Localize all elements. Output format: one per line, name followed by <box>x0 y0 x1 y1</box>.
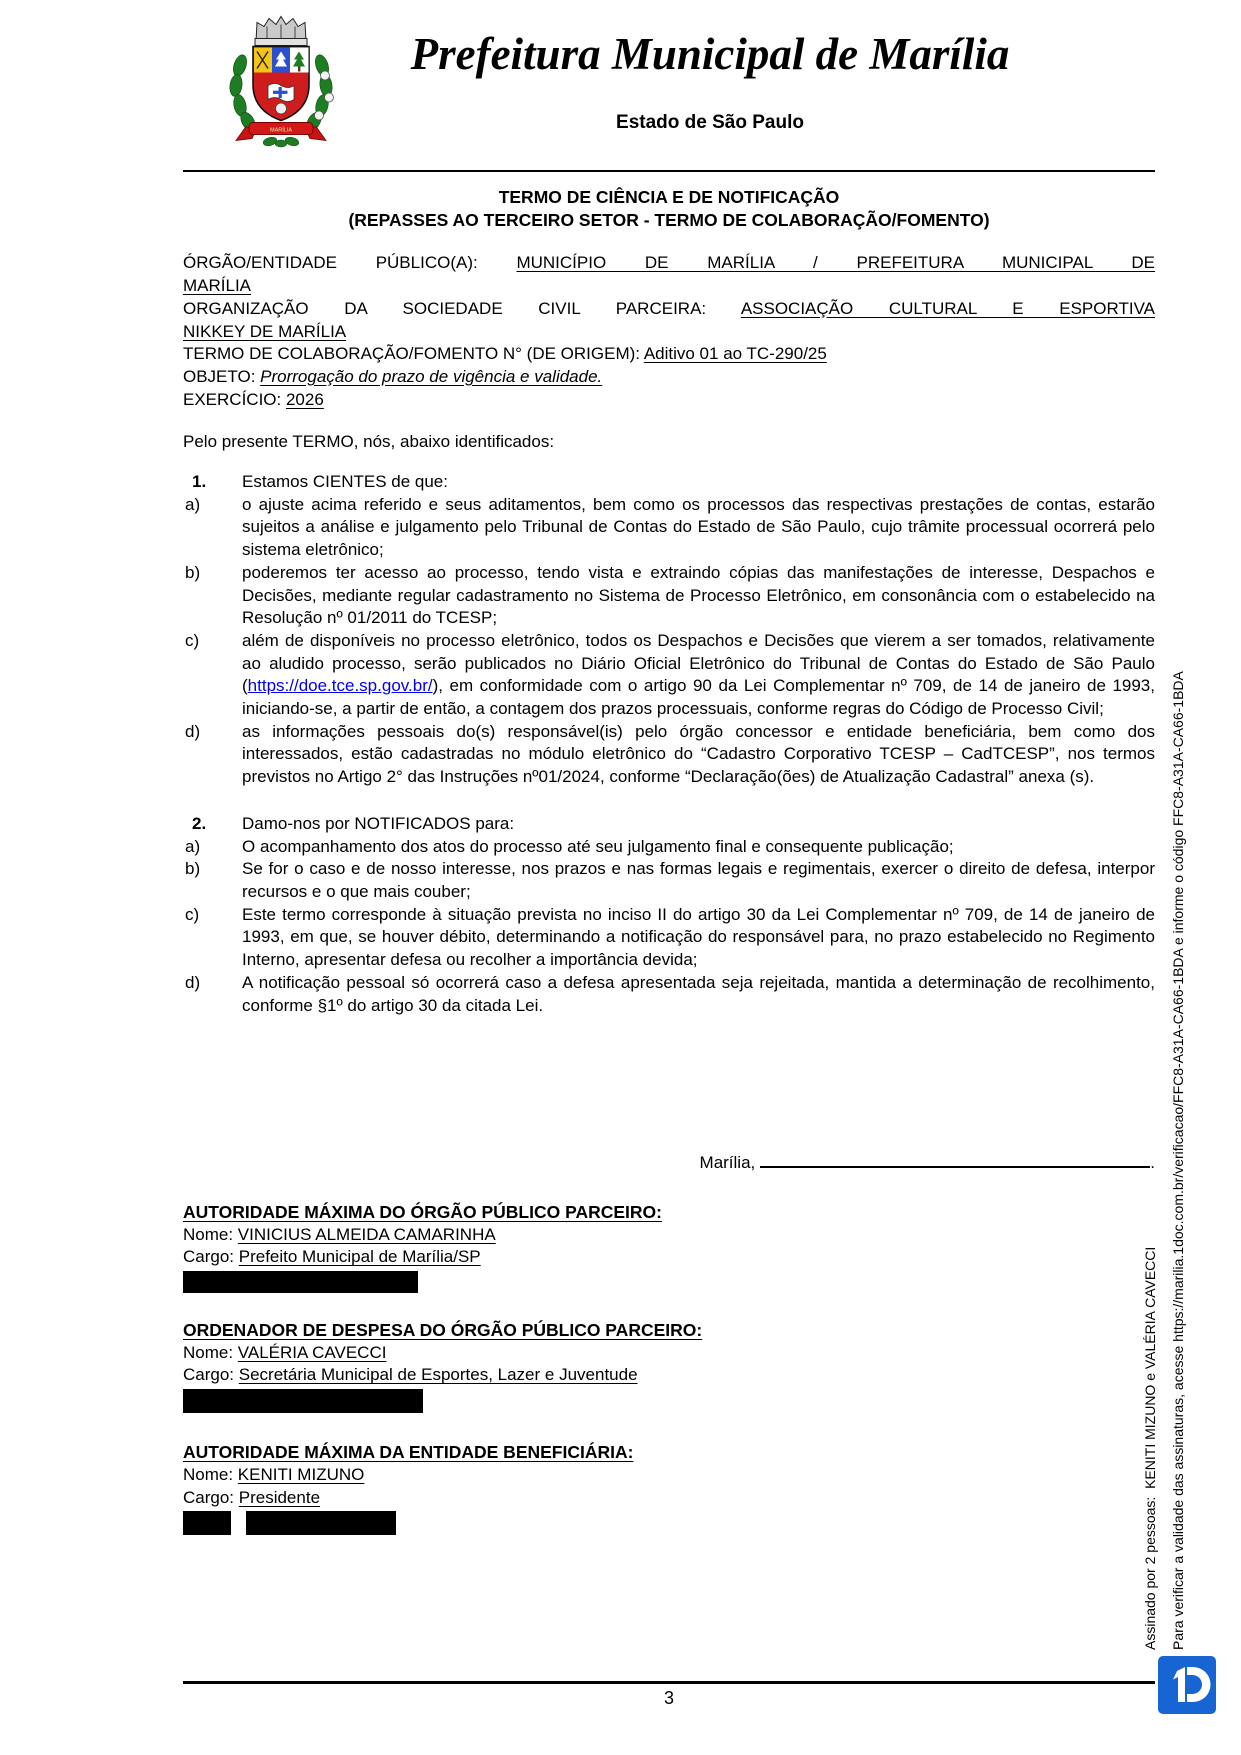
city-date-line <box>183 1149 1155 1175</box>
city-label: Marília, <box>699 1153 756 1173</box>
text-segment: A notificação pessoal só ocorrerá caso a defesa apresentada seja rejeitada, mantida a determinação de recolhimento, conforme §1º do artigo 30 da citada Lei. <box>242 972 1155 1015</box>
signature-heading: AUTORIDADE MÁXIMA DA ENTIDADE BENEFICIÁRIA: <box>183 1442 634 1463</box>
section-number: 1. <box>192 472 207 492</box>
item-label: c) <box>185 630 200 650</box>
item-label: a) <box>185 836 201 856</box>
list-item-a <box>183 494 1155 562</box>
text-segment: OBJETO: <box>183 366 261 386</box>
text-segment: Se for o caso e de nosso interesse, nos prazos e nas formas legais e regimentais, exercer o direito de defesa, interpor recursos e o que mais couber; <box>242 859 1155 901</box>
signature-block <box>183 1201 1155 1293</box>
sections-block <box>183 471 1155 1017</box>
page-number: 3 <box>663 1688 674 1708</box>
section-number: 2. <box>192 813 207 833</box>
section-1 <box>183 471 1155 789</box>
field-line <box>183 366 1155 389</box>
text-segment: o ajuste acima referido e seus aditamentos, bem como os processos das respectivas prestações de contas, estarão sujeitos a análise e julgamento pelo Tribunal de Contas do Estado de São Paulo, cujo trâmite processual ocorrerá pelo sistema eletrônico; <box>242 494 1155 560</box>
field-value: Aditivo 01 ao TC-290/25 <box>643 344 827 364</box>
date-blank-line <box>760 1149 1150 1168</box>
text-segment: ), em conformidade com o artigo 90 da Lei Complementar nº 709, de 14 de janeiro de 1993, iniciando-se, a partir de então, a contagem dos prazos processuais, conforme regras do Código de Processo Civil; <box>242 676 1155 719</box>
item-label: a) <box>185 494 201 514</box>
field-line <box>183 389 1155 412</box>
document-subtitle: (REPASSES AO TERCEIRO SETOR - TERMO DE COLABORAÇÃO/FOMENTO) <box>348 209 990 230</box>
field-value: NIKKEY DE MARÍLIA <box>183 321 347 341</box>
signatory-name-label: Nome: <box>183 1224 238 1244</box>
signatures-block <box>183 1201 1155 1535</box>
list-item-d <box>183 972 1155 1017</box>
signatory-name: KENITI MIZUNO <box>237 1464 365 1484</box>
signers-vertical-text: Assinado por 2 pessoas: KENITI MIZUNO e VALÉRIA CAVECCI <box>1142 1246 1158 1650</box>
signature-redaction-bar <box>183 1271 418 1293</box>
intro-paragraph: Pelo presente TERMO, nós, abaixo identificados: <box>183 432 555 452</box>
item-label: b) <box>185 859 201 879</box>
field-line <box>183 275 1155 298</box>
field-value: Prorrogação do prazo de vigência e validade. <box>260 366 603 386</box>
text-segment: as informações pessoais do(s) responsável(is) pelo órgão concessor e entidade beneficiária, bem como dos interessados, estão cadastradas no módulo eletrônico do “Cadastro Corporativo TCESP – CadTCESP”, nos termos previstos no Artigo 2° das Instruções nº01/2024, conforme “Declaração(ões) de Atualização Cadastral” anexa (s). <box>242 721 1155 787</box>
text-segment: ORGANIZAÇÃO DA SOCIEDADE CIVIL PARCEIRA: <box>183 298 741 318</box>
state-subtitle: Estado de São Paulo <box>616 112 804 133</box>
field-line <box>183 343 1155 366</box>
signatory-role-line <box>183 1246 1155 1269</box>
list-item-c <box>183 904 1155 972</box>
signatory-name-label: Nome: <box>183 1464 238 1484</box>
text-segment: poderemos ter acesso ao processo, tendo vista e extraindo cópias das manifestações de interesse, Despachos e Decisões, mediante regular cadastramento no Sistema de Processo Eletrônico, em consonância com o estabelecido na Resolução nº 01/2011 do TCESP; <box>242 562 1155 628</box>
section-heading <box>183 471 1155 494</box>
signature-block <box>183 1319 1155 1413</box>
list-item-d <box>183 721 1155 789</box>
signatory-name-label: Nome: <box>183 1342 238 1362</box>
signatory-role-label: Cargo: <box>183 1247 239 1267</box>
document-body <box>183 186 1155 1535</box>
field-line <box>183 321 1155 344</box>
text-segment: além de disponíveis no processo eletrônico, todos os Despachos e Decisões que vierem a ser tomados, relativamente ao aludido processo, serão publicados no Diário Oficial Eletrônico do Tribunal de Contas do Estado de São Paulo ( <box>242 630 1155 696</box>
text-segment: TERMO DE COLABORAÇÃO/FOMENTO N° (DE ORIGEM): <box>183 344 644 364</box>
text-segment: ÓRGÃO/ENTIDADE PÚBLICO(A): <box>183 253 517 273</box>
coat-of-arms-marilia <box>226 12 336 150</box>
doe-tce-link[interactable]: https://doe.tce.sp.gov.br/ <box>247 676 433 696</box>
field-value: 2026 <box>285 389 324 409</box>
section-heading-text: Damo-nos por NOTIFICADOS para: <box>242 813 515 833</box>
section-heading-text: Estamos CIENTES de que: <box>242 472 448 492</box>
section-heading <box>183 813 1155 836</box>
field-value: MARÍLIA <box>183 276 252 296</box>
signatory-role-label: Cargo: <box>183 1487 239 1507</box>
signatory-name-line <box>183 1342 1155 1365</box>
item-label: c) <box>185 904 200 924</box>
footer-divider <box>183 1681 1155 1684</box>
1doc-logo-icon <box>1158 1656 1216 1714</box>
signatory-role: Presidente <box>238 1487 321 1507</box>
text-segment: EXERCÍCIO: <box>183 389 286 409</box>
signature-block <box>183 1441 1155 1535</box>
document-title: TERMO DE CIÊNCIA E DE NOTIFICAÇÃO <box>498 187 840 207</box>
signature-redaction-bar <box>183 1389 423 1413</box>
header-divider <box>183 170 1155 172</box>
list-item-b <box>183 858 1155 903</box>
signature-heading: ORDENADOR DE DESPESA DO ÓRGÃO PÚBLICO PARCEIRO: <box>183 1320 703 1341</box>
fields-block <box>183 252 1155 411</box>
text-segment: O acompanhamento dos atos do processo até seu julgamento final e consequente publicação; <box>242 836 954 856</box>
field-value: MUNICÍPIO DE MARÍLIA / PREFEITURA MUNICIPAL DE <box>516 253 1155 273</box>
item-label: d) <box>185 721 201 741</box>
signatory-name-line <box>183 1224 1155 1247</box>
redaction-bars <box>183 1389 1155 1413</box>
signatory-name: VALÉRIA CAVECCI <box>237 1342 387 1362</box>
signatory-role-line <box>183 1487 1155 1510</box>
signature-heading: AUTORIDADE MÁXIMA DO ÓRGÃO PÚBLICO PARCEIRO: <box>183 1201 662 1222</box>
section-2 <box>183 813 1155 1017</box>
svg-text:MARÍLIA: MARÍLIA <box>269 127 293 134</box>
redaction-bars <box>183 1511 1155 1535</box>
signature-verification-vertical-text: Para verificar a validade das assinaturas, acesse https://marilia.1doc.com.br/verificacao/FFC8-A31A-CA66-1BDA e informe o código FFC8-A31A-CA66-1BDA <box>1170 671 1186 1650</box>
signatory-name: VINICIUS ALMEIDA CAMARINHA <box>237 1224 496 1244</box>
field-line <box>183 252 1155 275</box>
item-label: b) <box>185 562 201 582</box>
redaction-bars <box>183 1271 1155 1293</box>
signatory-role-label: Cargo: <box>183 1365 239 1385</box>
city-line-period: . <box>1150 1153 1155 1173</box>
list-item-c <box>183 630 1155 721</box>
signatory-name-line <box>183 1464 1155 1487</box>
signatory-role: Prefeito Municipal de Marília/SP <box>238 1247 481 1267</box>
list-item-a <box>183 836 1155 859</box>
field-value: ASSOCIAÇÃO CULTURAL E ESPORTIVA <box>740 298 1155 318</box>
text-segment: Este termo corresponde à situação prevista no inciso II do artigo 30 da Lei Complementar nº 709, de 14 de janeiro de 1993, em que, se houver débito, determinando a notificação do responsável para, no prazo estabelecido no Regimento Interno, apresentar defesa ou recolher a importância devida; <box>242 904 1155 970</box>
municipality-title: Prefeitura Municipal de Marília <box>410 29 1010 79</box>
signature-redaction-bar <box>183 1511 231 1535</box>
list-item-b <box>183 562 1155 630</box>
field-line <box>183 298 1155 321</box>
signatory-role-line <box>183 1364 1155 1387</box>
signature-redaction-bar <box>246 1511 396 1535</box>
item-label: d) <box>185 972 201 992</box>
signatory-role: Secretária Municipal de Esportes, Lazer e Juventude <box>238 1365 638 1385</box>
